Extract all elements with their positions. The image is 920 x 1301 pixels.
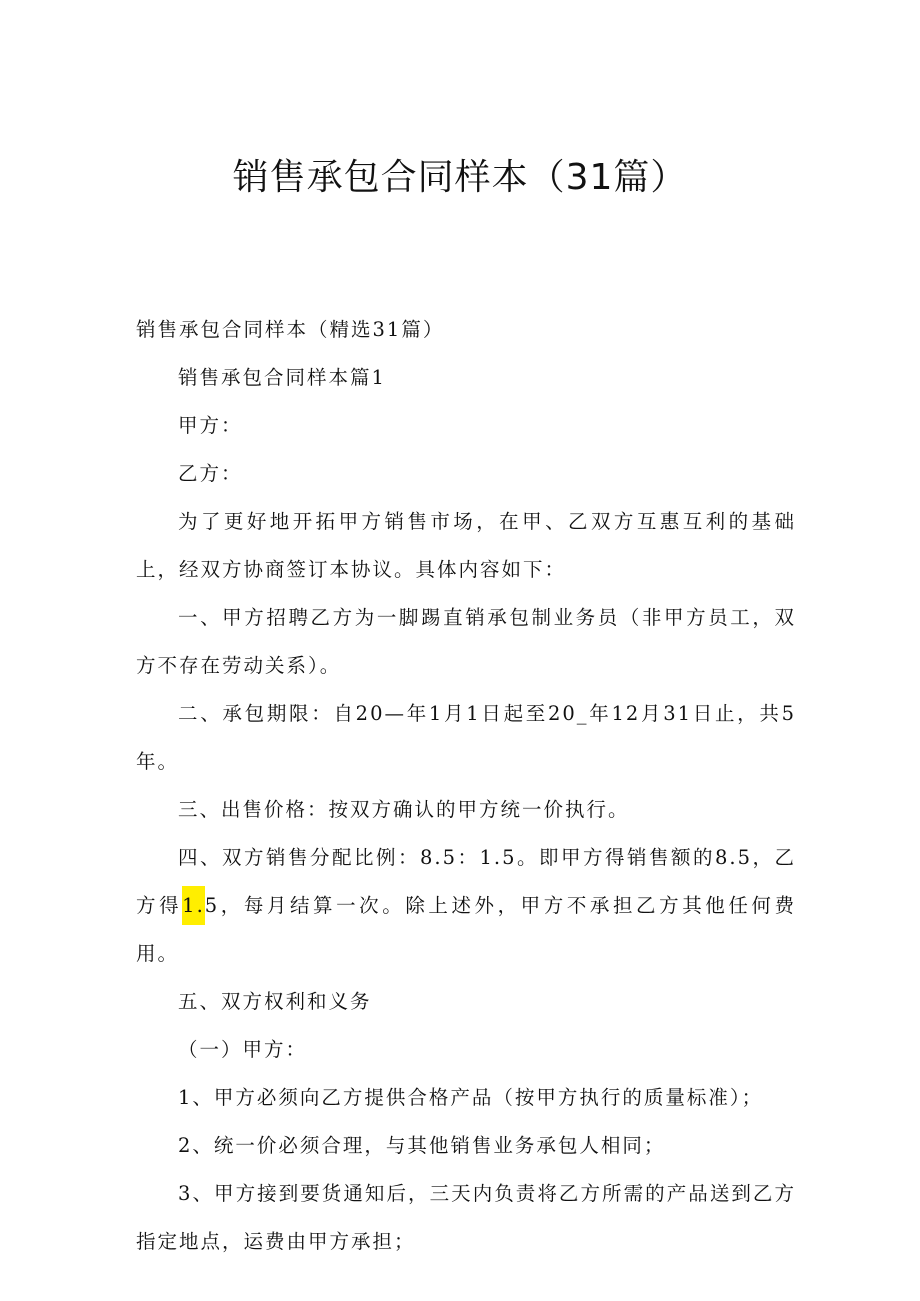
document-subtitle: 销售承包合同样本（精选31篇）: [136, 318, 445, 341]
clause-4: [136, 834, 796, 978]
item-1: 1、甲方必须向乙方提供合格产品（按甲方执行的质量标准）；: [178, 1086, 764, 1109]
clause-4-text-after: 5，每月结算一次。除上述外，甲方不承担乙方其他任何费用。: [136, 894, 796, 965]
intro-paragraph: 为了更好地开拓甲方销售市场，在甲、乙双方互惠互利的基础上，经双方协商签订本协议。具体内容如下：: [136, 510, 796, 581]
item-3: 3、甲方接到要货通知后，三天内负责将乙方所需的产品送到乙方指定地点，运费由甲方承担；: [136, 1182, 796, 1253]
clause-1: 一、甲方招聘乙方为一脚踢直销承包制业务员（非甲方员工，双方不存在劳动关系）。: [136, 606, 796, 677]
section-heading: 销售承包合同样本篇1: [178, 366, 386, 389]
document-title: 销售承包合同样本（31篇）: [232, 157, 688, 198]
clause-3: 三、出售价格：按双方确认的甲方统一价执行。: [178, 798, 630, 821]
clause-5: 五、双方权利和义务: [178, 990, 372, 1013]
clause-2: 二、承包期限：自20—年1月1日起至20_年12月31日止，共5年。: [136, 702, 796, 773]
party-b-label: 乙方：: [178, 462, 243, 485]
party-a-label: 甲方：: [178, 414, 243, 437]
clause-4-text-before: 四、双方销售分配比例：8.5：1.5。即甲方得销售额的8.5，乙方得: [136, 846, 796, 917]
sub-heading-party-a: （一）甲方：: [178, 1038, 308, 1061]
clause-4-highlight: 1.: [182, 886, 205, 925]
item-2: 2、统一价必须合理，与其他销售业务承包人相同；: [178, 1134, 666, 1157]
document-body: [136, 306, 796, 1266]
